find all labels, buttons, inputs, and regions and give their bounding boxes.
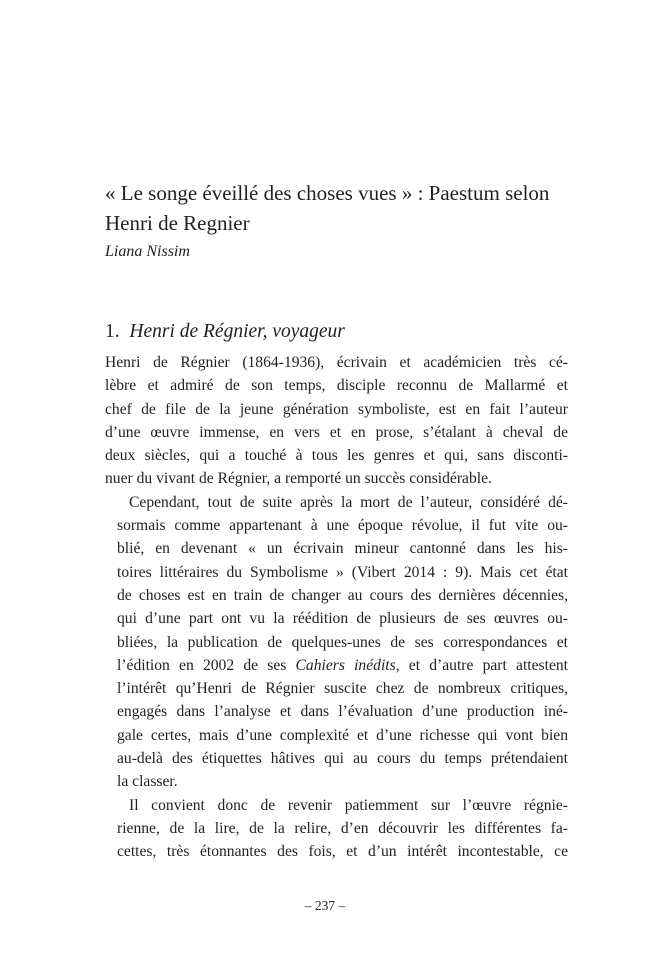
text-line: lèbre et admiré de son temps, disciple reconnu de Mallarmé et [105, 377, 568, 395]
italic-title-cahiers-inedits: Cahiers inédits [295, 656, 396, 674]
text-line: l’intérêt qu’Henri de Régnier suscite chez de nombreux critiques, [117, 680, 568, 698]
text-line: engagés dans l’analyse et dans l’évaluation d’une production iné- [117, 703, 568, 721]
text-line: de choses est en train de changer au cours des dernières décennies, [117, 586, 568, 604]
text-line: toires littéraires du Symbolisme » (Vibert 2014 : 9). Mais cet état [117, 563, 568, 581]
text-fragment: , et d’autre part attestent [395, 656, 568, 674]
author-name: Liana Nissim [105, 243, 190, 260]
text-line: qui d’une part ont vu la réédition de plusieurs de ses œuvres ou- [117, 610, 568, 628]
text-line: gale certes, mais d’une complexité et d’une richesse qui vont bien [117, 726, 568, 744]
text-line: au-delà des étiquettes hâtives qui au cours du temps prétendaient [117, 750, 568, 768]
text-line: blié, en devenant « un écrivain mineur cantonné dans les his- [117, 540, 568, 558]
section-number: 1. [105, 321, 120, 342]
article-title-line-2: Henri de Regnier [105, 211, 250, 235]
text-line: nuer du vivant de Régnier, a remporté un succès considérable. [105, 470, 492, 488]
text-line-with-italic [105, 654, 568, 677]
page-number: – 237 – [304, 898, 346, 913]
text-line: Cependant, tout de suite après la mort de l’auteur, considéré dé- [129, 493, 568, 511]
article-title-line-1: « Le songe éveillé des choses vues » : Paestum selon [105, 181, 550, 205]
text-line: Henri de Régnier (1864-1936), écrivain et académicien très cé- [105, 354, 568, 371]
text-line: la classer. [117, 773, 178, 791]
text-line: rienne, de la lire, de la relire, d’en découvrir les différentes fa- [117, 819, 568, 837]
text-line: chef de file de la jeune génération symboliste, est en fait l’auteur [105, 400, 568, 418]
text-fragment: l’édition en 2002 de ses [117, 656, 296, 674]
text-line: cettes, très étonnantes des fois, et d’un intérêt incontestable, ce [117, 843, 568, 861]
text-line: Il convient donc de revenir patiemment sur l’œuvre régnie- [129, 796, 568, 814]
paragraph-3 [105, 794, 568, 864]
body-text [105, 351, 568, 864]
text-line: deux siècles, qui a touché à tous les genres et qui, sans disconti- [105, 447, 568, 465]
paragraph-2 [105, 491, 568, 794]
section-heading [105, 321, 345, 343]
text-line: bliées, la publication de quelques-unes de ses correspondances et [117, 633, 568, 651]
text-line: d’une œuvre immense, en vers et en prose, s’étalant à cheval de [105, 423, 568, 441]
text-line: sormais comme appartenant à une époque révolue, il fut vite ou- [117, 517, 568, 535]
paragraph-1 [105, 351, 568, 491]
section-title: Henri de Régnier, voyageur [129, 321, 345, 342]
article-title [105, 178, 575, 238]
